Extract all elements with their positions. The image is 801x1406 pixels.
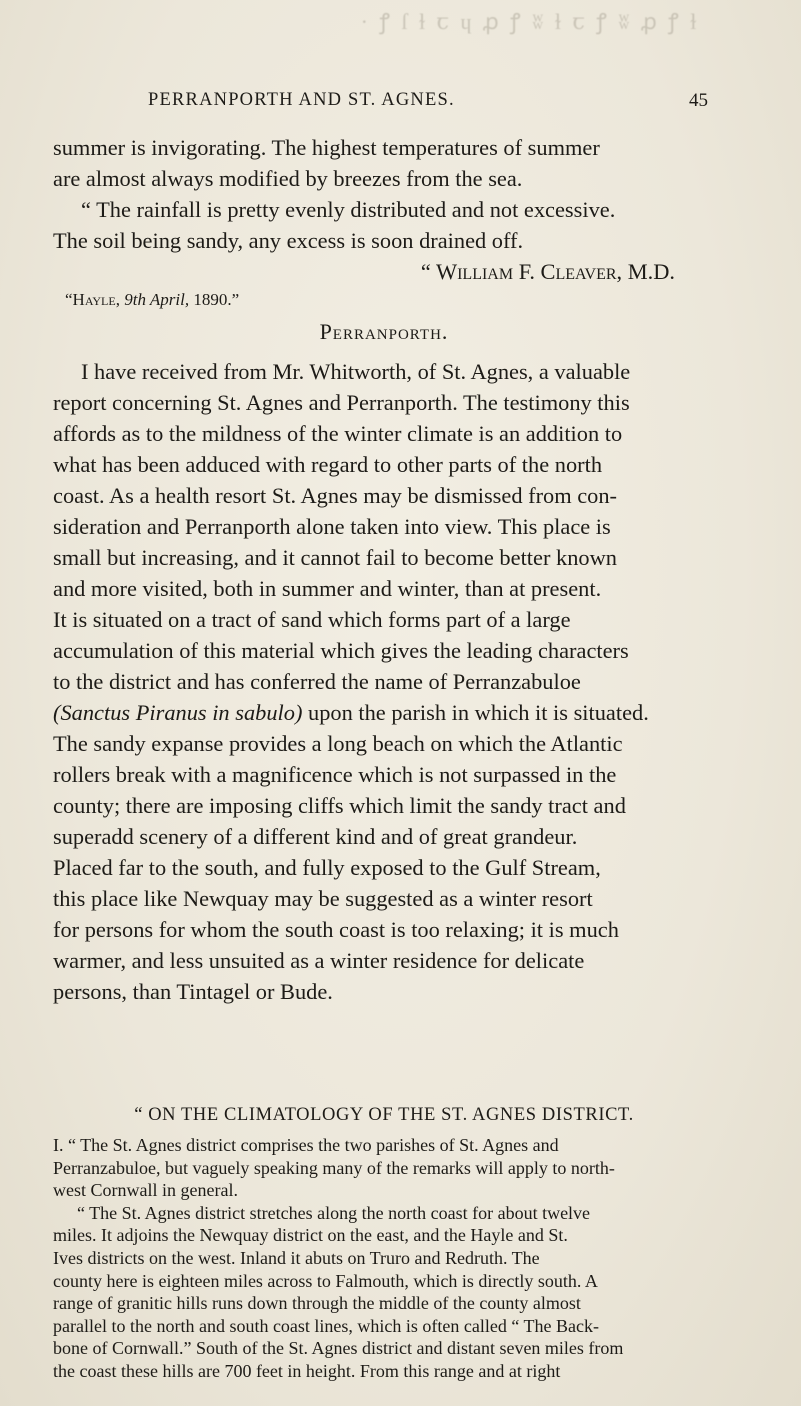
paragraph-line: It is situated on a tract of sand which forms part of a large	[53, 607, 571, 632]
paragraph-line: The sandy expanse provides a long beach on which the Atlantic	[53, 731, 623, 756]
letter-excerpt	[53, 132, 715, 313]
perranporth-section	[53, 316, 715, 1007]
paragraph-line: coast. As a health resort St. Agnes may be dismissed from con-	[53, 483, 618, 508]
report-line: Ives districts on the west. Inland it abuts on Truro and Redruth. The	[53, 1247, 540, 1268]
paragraph-line: for persons for whom the south coast is too relaxing; it is much	[53, 917, 619, 942]
section-heading: Perranporth.	[319, 319, 449, 344]
latin-name: (Sanctus Piranus in sabulo)	[53, 700, 303, 725]
report-line: west Cornwall in general.	[53, 1180, 238, 1201]
paragraph-line: The soil being sandy, any excess is soon drained off.	[53, 228, 524, 253]
dateline	[53, 287, 715, 313]
page-header	[148, 90, 708, 120]
paragraph-line: report concerning St. Agnes and Perranporth. The testimony this	[53, 390, 630, 415]
paragraph-line: “ The rainfall is pretty evenly distributed and not excessive.	[81, 197, 616, 222]
bleed-through-text: · ꝭ ſ ɫ ꞇ ɥ ꝓ ꝭ ʬ ɫ ꞇ ꝭ ʬ ꝓ ꝭ ɫ	[360, 9, 700, 34]
paragraph-line: persons, than Tintagel or Bude.	[53, 979, 333, 1004]
report-line: I. “ The St. Agnes district comprises the two parishes of St. Agnes and	[53, 1135, 559, 1155]
paragraph-line: affords as to the mildness of the winter climate is an addition to	[53, 421, 623, 446]
paragraph-line: I have received from Mr. Whitworth, of St. Agnes, a valuable	[81, 359, 631, 384]
climatology-report	[53, 1104, 715, 1383]
paragraph-line: summer is invigorating. The highest temperatures of summer	[53, 135, 600, 160]
paragraph-line: this place like Newquay may be suggested as a winter resort	[53, 886, 593, 911]
report-line: “ The St. Agnes district stretches along the north coast for about twelve	[77, 1202, 591, 1223]
dateline-year: 1890.”	[193, 290, 240, 309]
paragraph-line: superadd scenery of a different kind and of great grandeur.	[53, 824, 578, 849]
paragraph-line	[53, 697, 715, 728]
paragraph-line: small but increasing, and it cannot fail to become better known	[53, 545, 617, 570]
paragraph-line: to the district and has conferred the name of Perranzabuloe	[53, 669, 581, 694]
paragraph-line: rollers break with a magnificence which is not surpassed in the	[53, 762, 617, 787]
signature	[53, 256, 715, 287]
report-line: the coast these hills are 700 feet in height. From this range and at right	[53, 1360, 561, 1381]
report-line: Perranzabuloe, but vaguely speaking many of the remarks will apply to north-	[53, 1157, 615, 1178]
paragraph-line-tail: upon the parish in which it is situated.	[308, 700, 649, 725]
paragraph-line: are almost always modified by breezes from the sea.	[53, 166, 523, 191]
report-heading: “ ON THE CLIMATOLOGY OF THE ST. AGNES DISTRICT.	[134, 1105, 634, 1125]
report-line: county here is eighteen miles across to Falmouth, which is directly south. A	[53, 1270, 598, 1291]
report-line: parallel to the north and south coast lines, which is often called “ The Back-	[53, 1315, 600, 1336]
report-line: bone of Cornwall.” South of the St. Agnes district and distant seven miles from	[53, 1338, 624, 1359]
dateline-place: “Hayle,	[65, 290, 120, 309]
report-line: range of granitic hills runs down through the middle of the county almost	[53, 1293, 581, 1314]
dateline-date: 9th April,	[124, 290, 190, 309]
paragraph-line: sideration and Perranporth alone taken into view. This place is	[53, 514, 611, 539]
paragraph-line: and more visited, both in summer and winter, than at present.	[53, 576, 602, 601]
signature-name: “ William F. Cleaver, M.D.	[420, 259, 675, 284]
paragraph-line: county; there are imposing cliffs which limit the sandy tract and	[53, 793, 626, 818]
running-head: PERRANPORTH AND ST. AGNES.	[148, 90, 455, 110]
paragraph-line: what has been adduced with regard to other parts of the north	[53, 452, 603, 477]
page-number: 45	[689, 90, 708, 111]
paragraph-line: Placed far to the south, and fully exposed to the Gulf Stream,	[53, 855, 601, 880]
paragraph-line: accumulation of this material which gives the leading characters	[53, 638, 629, 663]
paragraph-line: warmer, and less unsuited as a winter residence for delicate	[53, 948, 585, 973]
report-line: miles. It adjoins the Newquay district on the east, and the Hayle and St.	[53, 1225, 568, 1246]
